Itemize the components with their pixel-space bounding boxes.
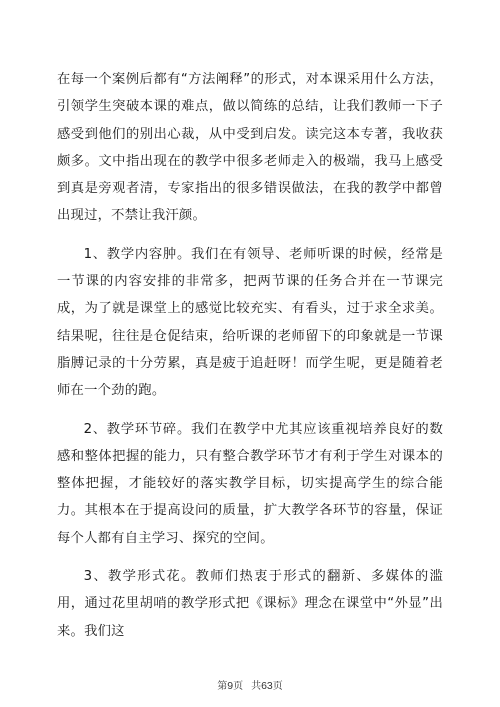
- total-unit: 页: [272, 681, 283, 692]
- paragraph-intro: 在每一个案例后都有“方法阐释”的形式，对本课采用什么方法，引领学生突破本课的难点，做以简练的总结，让我们教师一下子感受到他们的别出心裁，从中受到启发。读完这本专著，我收获颇多。文中指出现在的教学中很多老师走入的极端，我马上感受到真是旁观者清，专家指出的很多错误做法，在我的教学中都曾出现过，不禁让我汗颜。: [57, 72, 443, 224]
- paragraph-point-3: 3、教学形式花。教师们热衷于形式的翻新、多媒体的滥用，通过花里胡哨的教学形式把《课标》理念在课堂中“外显”出来。我们这: [57, 569, 443, 639]
- total-prefix: 共: [251, 681, 262, 692]
- page-footer: [0, 679, 500, 694]
- current-page-number: 9: [227, 680, 234, 692]
- paragraph-point-1: 1、教学内容肿。我们在有领导、老师听课的时候，经常是一节课的内容安排的非常多，把两节课的任务合并在一节课完成，为了就是课堂上的感觉比较充实、有看头，过于求全求美。结果呢，往往是仓促结束，给听课的老师留下的印象就是一节课脂膊记录的十分劳累，真是疲于追赶呀！而学生呢，更是随着老师在一个劲的跑。: [57, 246, 443, 399]
- page-unit: 页: [233, 681, 244, 692]
- page-prefix: 第: [217, 681, 228, 692]
- document-body: [57, 66, 443, 645]
- paragraph-point-2: 2、教学环节碎。我们在教学中尤其应该重视培养良好的数感和整体把握的能力，只有整合教学环节才有利于学生对课本的整体把握，才能较好的落实教学目标，切实提高学生的综合能力。其根本在于提高设问的质量，扩大教学各环节的容量，保证每个人都有自主学习、探究的空间。: [57, 421, 443, 546]
- total-page-count: 63: [261, 680, 273, 692]
